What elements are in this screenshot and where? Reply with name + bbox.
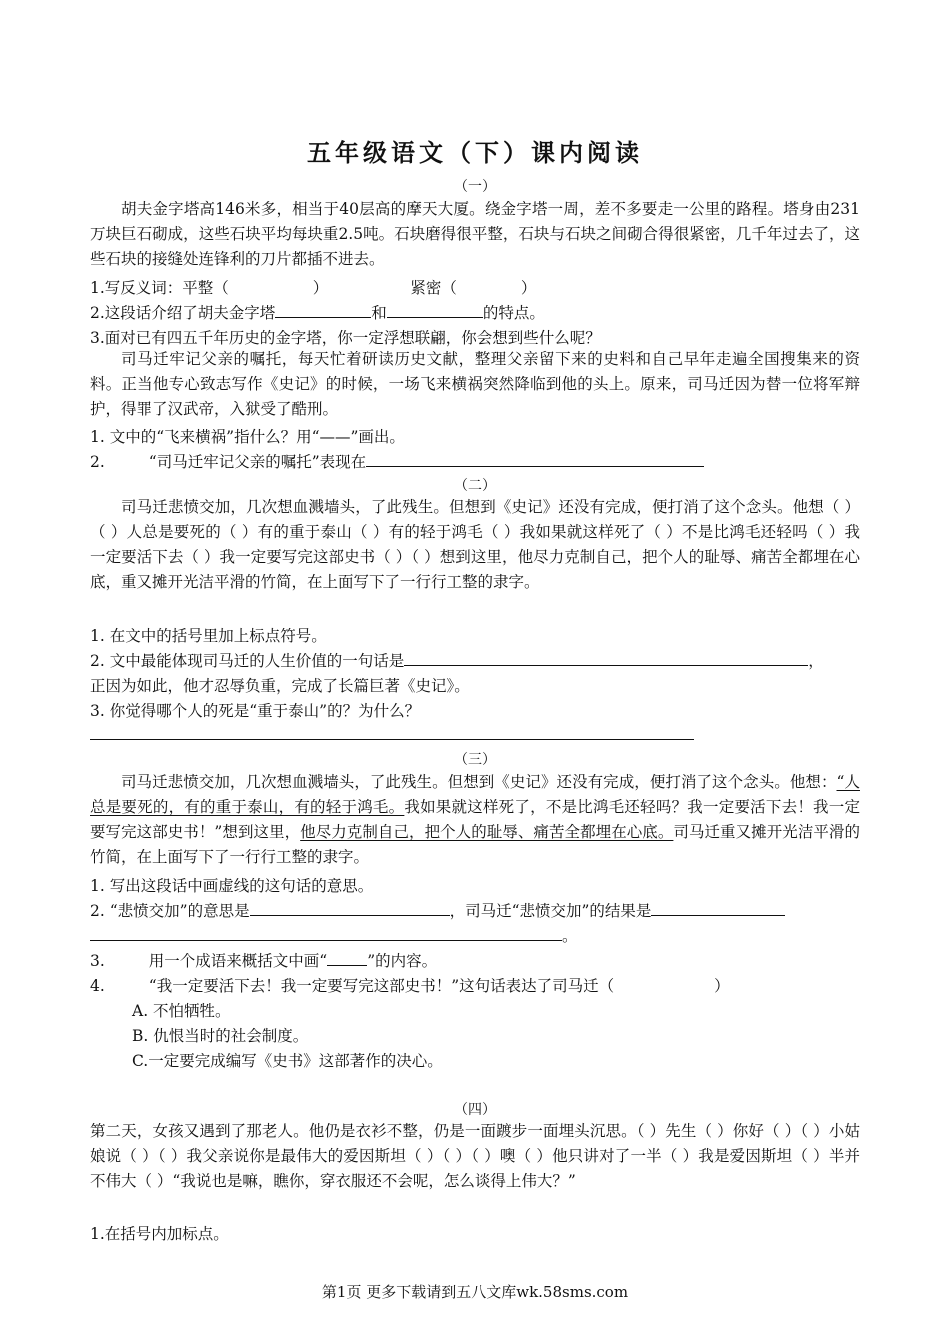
section-4-heading: （四） — [454, 1102, 496, 1118]
s3-question-3: 3. 用一个成语来概括文中画“ ”的内容。 — [90, 949, 437, 971]
s3-question-4: 4. “我一定要活下去！我一定要写完这部史书！”这句话表达了司马迁（ ） — [90, 977, 730, 995]
page-title: 五年级语文（下）课内阅读 — [307, 138, 643, 167]
answer-blank[interactable] — [366, 450, 704, 467]
s3-question-1: 1. 写出这段话中画虚线的这句话的意思。 — [90, 877, 374, 895]
s2-question-2: 2. 文中最能体现司马迁的人生价值的一句话是 ， — [90, 649, 824, 671]
s3-question-2-cont: 。 — [90, 924, 578, 946]
s3-passage: 司马迁悲愤交加，几次想血溅墙头，了此残生。但想到《史记》还没有完成，便打消了这个念头。他想：“人总是要死的，有的重于泰山，有的轻于鸿毛。我如果就这样死了，不是比鸿毛还轻吗？我一定要活下去！我一定要写完这部史书！”想到这里，他尽力克制自己，把个人的耻辱、痛苦全都埋在心底。司马迁重又摊开光洁平滑的竹简，在上面写下了一行行工整的隶字。 — [90, 773, 860, 866]
s2-question-3: 3. 你觉得哪个人的死是“重于泰山”的？为什么？ — [90, 702, 421, 720]
s4-passage: 第二天，女孩又遇到了那老人。他仍是衣衫不整，仍是一面踱步一面埋头沉思。（ ）先生（ ）你好（ ）（ ）小姑娘说（ ）（ ）我父亲说你是最伟大的爱因斯坦（ ）（ ）（ ）噢（ ）他只讲对了一半（ ）我是爱因斯坦（ ）半并不伟大（ ）“我说也是嘛，瞧你，穿衣服还不会呢，怎么谈得上伟大？” — [90, 1122, 860, 1190]
answer-line[interactable] — [90, 739, 694, 740]
underlined-sentence: 他尽力克制自己，把个人的耻辱、痛苦全都埋在心底。 — [300, 823, 674, 841]
dashed-underline-sentence: “人总是要死的，有的重于泰山，有的轻于鸿毛。 — [90, 773, 860, 816]
answer-blank[interactable] — [275, 301, 371, 318]
s1-question-5: 2. “司马迁牢记父亲的嘱托”表现在 — [90, 450, 704, 472]
s1-question-1: 1.写反义词：平整（ ） 紧密（ ） — [90, 279, 537, 297]
s1-question-3: 3.面对已有四五千年历史的金字塔，你一定浮想联翩，你会想到些什么呢？ — [90, 329, 601, 347]
answer-blank[interactable] — [651, 899, 785, 916]
answer-blank[interactable] — [90, 924, 562, 941]
s2-passage: 司马迁悲愤交加，几次想血溅墙头，了此残生。但想到《史记》还没有完成，便打消了这个念头。他想（ ）（ ）人总是要死的（ ）有的重于泰山（ ）有的轻于鸿毛（ ）我如果就这样死了（ ）不是比鸿毛还轻吗（ ）我一定要活下去（ ）我一定要写完这部史书（ ）（ ）想到这里，他尽力克制自己，把个人的耻辱、痛苦全都埋在心底，重又摊开光洁平滑的竹简，在上面写下了一行行工整的隶字。 — [90, 498, 860, 591]
s1-passage-pyramid: 胡夫金字塔高146米多，相当于40层高的摩天大厦。绕金字塔一周，差不多要走一公里的路程。塔身由231万块巨石砌成，这些石块平均每块重2.5吨。石块磨得很平整，石块与石块之间砌合得很紧密，几千年过去了，这些石块的接缝处连锋利的刀片都插不进去。 — [90, 200, 860, 268]
s2-question-1: 1. 在文中的括号里加上标点符号。 — [90, 627, 327, 645]
option-c[interactable]: C.一定要完成编写《史书》这部著作的决心。 — [132, 1052, 443, 1070]
option-a[interactable]: A. 不怕牺牲。 — [132, 1002, 231, 1020]
s4-question-1: 1.在括号内加标点。 — [90, 1225, 229, 1243]
answer-blank[interactable] — [327, 949, 367, 966]
s1-question-4: 1. 文中的“飞来横祸”指什么？用“——”画出。 — [90, 428, 405, 446]
answer-blank[interactable] — [404, 649, 808, 666]
section-1-heading: （一） — [454, 179, 496, 195]
section-2-heading: （二） — [454, 478, 496, 494]
answer-blank[interactable] — [250, 899, 450, 916]
s1-question-2: 2.这段话介绍了胡夫金字塔 和 的特点。 — [90, 301, 545, 323]
answer-blank[interactable] — [387, 301, 483, 318]
section-3-heading: （三） — [454, 752, 496, 768]
page-footer: 第1页 更多下载请到五八文库wk.58sms.com — [321, 1283, 629, 1301]
option-b[interactable]: B. 仇恨当时的社会制度。 — [132, 1027, 309, 1045]
s2-question-2-cont: 正因为如此，他才忍辱负重，完成了长篇巨著《史记》。 — [90, 677, 470, 695]
s1-passage-simaqian: 司马迁牢记父亲的嘱托，每天忙着研读历史文献，整理父亲留下来的史料和自己早年走遍全国搜集来的资料。正当他专心致志写作《史记》的时候，一场飞来横祸突然降临到他的头上。原来，司马迁因为替一位将军辩护，得罪了汉武帝，入狱受了酷刑。 — [90, 350, 860, 418]
s3-question-2: 2. “悲愤交加”的意思是 ，司马迁“悲愤交加”的结果是 — [90, 899, 785, 921]
